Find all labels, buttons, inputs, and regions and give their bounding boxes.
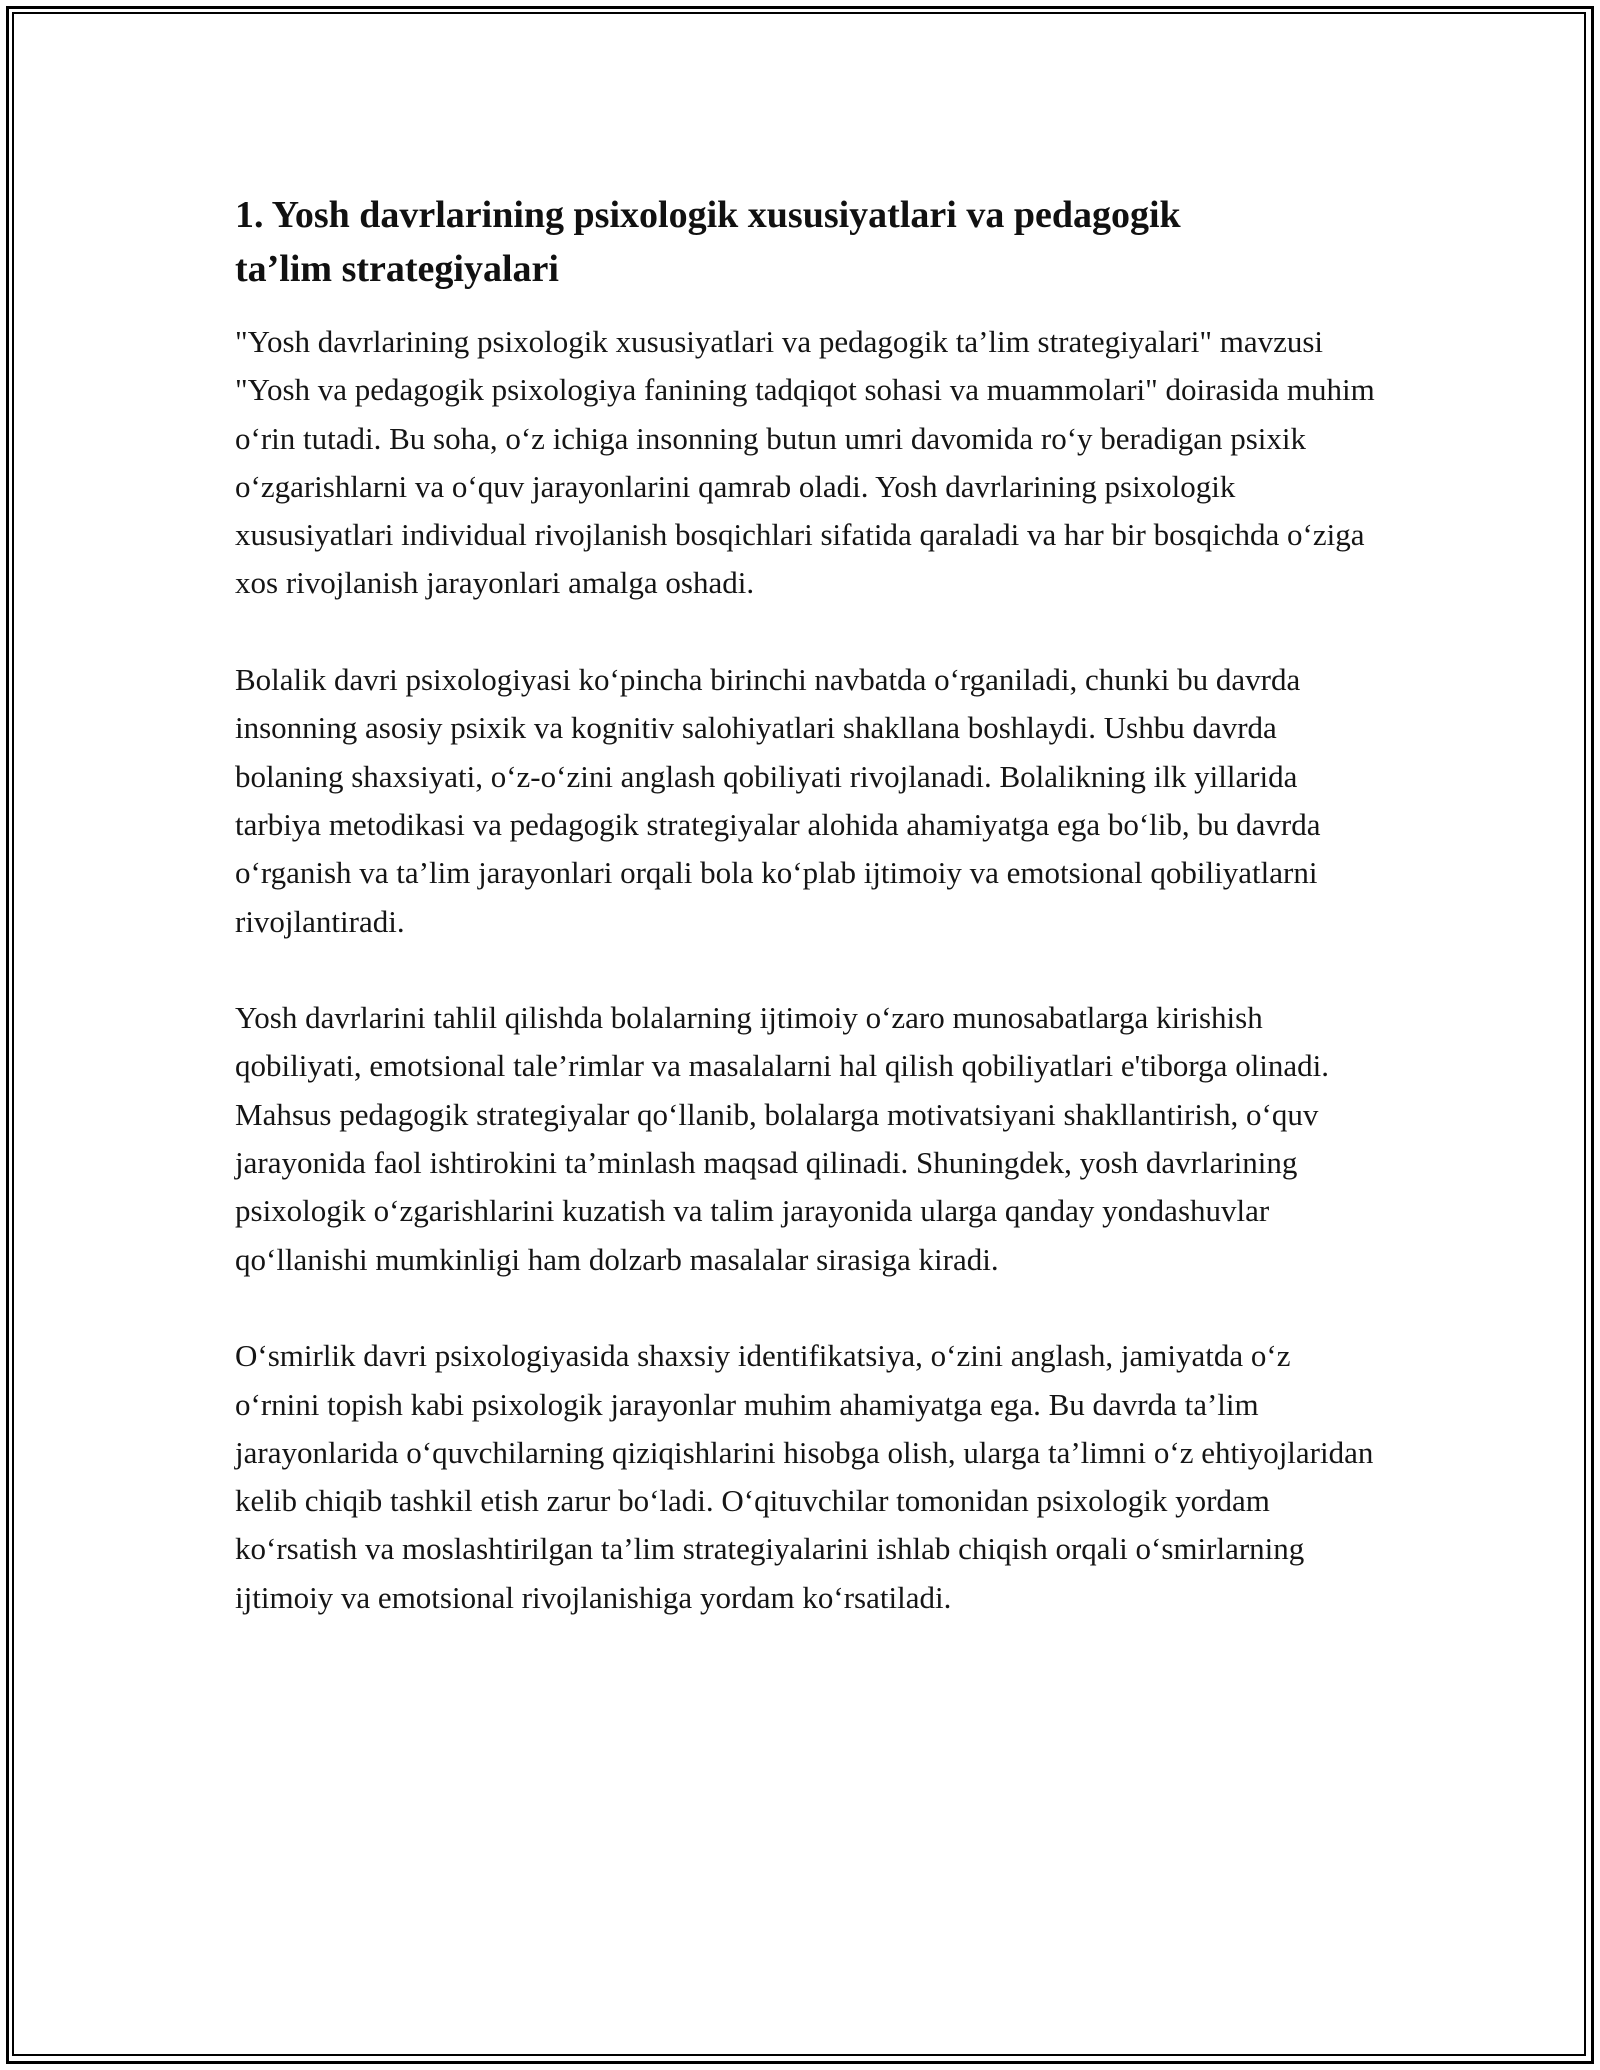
document-body (235, 188, 1375, 1622)
page-title-line-1: 1. Yosh davrlarining psixologik xususiyatlari va pedagogik (235, 194, 1181, 236)
paragraph-1: "Yosh davrlarining psixologik xususiyatlari va pedagogik ta’lim strategiyalari" mavzusi "Yosh va pedagogik psixologiya fanining tadqiqot sohasi va muammolari" doirasida muhim o‘rin tutadi. Bu soha, o‘z ichiga insonning butun umri davomida ro‘y beradigan psixik o‘zgarishlarni va o‘quv jarayonlarini qamrab oladi. Yosh davrlarining psixologik xususiyatlari individual rivojlanish bosqichlari sifatida qaraladi va har bir bosqichda o‘ziga xos rivojlanish jarayonlari amalga oshadi. (235, 324, 1375, 601)
paragraph-3: Yosh davrlarini tahlil qilishda bolalarning ijtimoiy o‘zaro munosabatlarga kirishish qobiliyati, emotsional tale’rimlar va masalalarni hal qilish qobiliyatlari e'tiborga olinadi. Mahsus pedagogik strategiyalar qo‘llanib, bolalarga motivatsiyani shakllantirish, o‘quv jarayonida faol ishtirokini ta’minlash maqsad qilinadi. Shuningdek, yosh davrlarining psixologik o‘zgarishlarini kuzatish va talim jarayonida ularga qanday yondashuvlar qo‘llanishi mumkinligi ham dolzarb masalalar sirasiga kiradi. (235, 1000, 1330, 1277)
paragraph-2: Bolalik davri psixologiyasi ko‘pincha birinchi navbatda o‘rganiladi, chunki bu davrda insonning asosiy psixik va kognitiv salohiyatlari shakllana boshlaydi. Ushbu davrda bolaning shaxsiyati, o‘z-o‘zini anglash qobiliyati rivojlanadi. Bolalikning ilk yillarida tarbiya metodikasi va pedagogik strategiyalar alohida ahamiyatga ega bo‘lib, bu davrda o‘rganish va ta’lim jarayonlari orqali bola ko‘plab ijtimoiy va emotsional qobiliyatlarni rivojlantiradi. (235, 662, 1321, 939)
paragraph-4: O‘smirlik davri psixologiyasida shaxsiy identifikatsiya, o‘zini anglash, jamiyatda o‘z o‘rnini topish kabi psixologik jarayonlar muhim ahamiyatga ega. Bu davrda ta’lim jarayonlarida o‘quvchilarning qiziqishlarini hisobga olish, ularga ta’limni o‘z ehtiyojlaridan kelib chiqib tashkil etish zarur bo‘ladi. O‘qituvchilar tomonidan psixologik yordam ko‘rsatish va moslashtirilgan ta’lim strategiyalarini ishlab chiqish orqali o‘smirlarning ijtimoiy va emotsional rivojlanishiga yordam ko‘rsatiladi. (235, 1338, 1374, 1615)
page-title (235, 188, 1375, 296)
page-title-line-2: ta’lim strategiyalari (235, 248, 559, 290)
